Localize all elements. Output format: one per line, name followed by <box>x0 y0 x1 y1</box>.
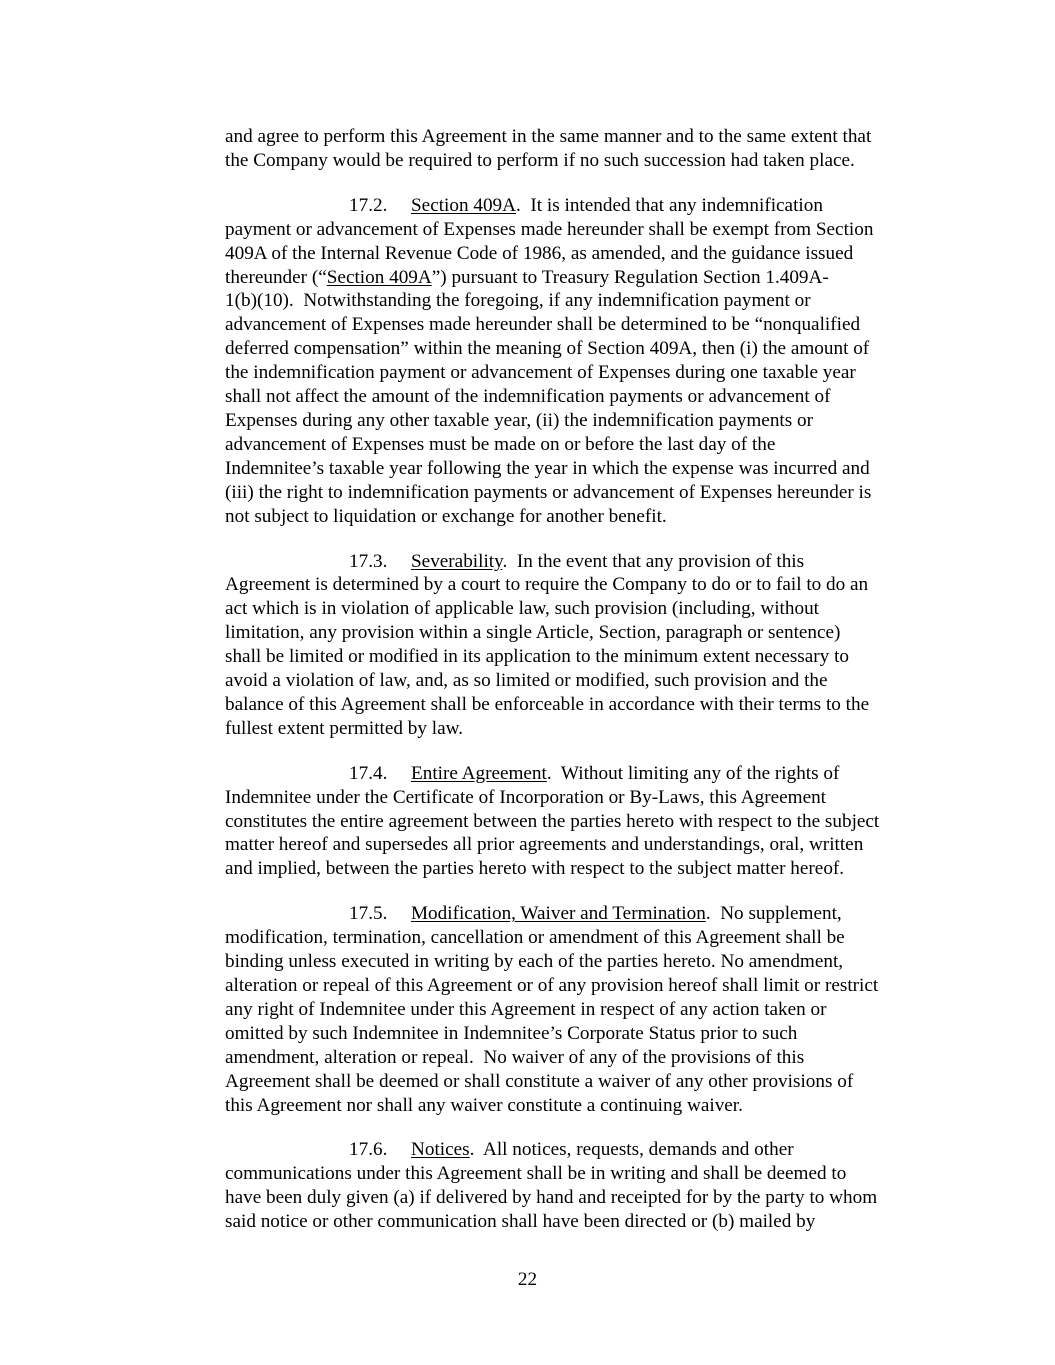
text-line: 1(b)(10). Notwithstanding the foregoing, if any indemnification payment or <box>225 290 811 312</box>
text-line: Indemnitee’s taxable year following the year in which the expense was incurred and <box>225 457 870 479</box>
text-line: the indemnification payment or advancement of Expenses during one taxable year <box>225 362 856 384</box>
defined-term: Section 409A <box>326 266 432 288</box>
text-line: not subject to liquidation or exchange for another benefit. <box>225 505 667 527</box>
text-line: advancement of Expenses made hereunder shall be determined to be “nonqualified <box>225 314 861 336</box>
text-line: balance of this Agreement shall be enforceable in accordance with their terms to the <box>225 693 870 715</box>
text-line: shall be limited or modified in its application to the minimum extent necessary to <box>225 646 849 668</box>
section-title: Severability <box>411 550 503 572</box>
defined-term-line <box>225 266 937 290</box>
section-title: Entire Agreement <box>411 762 547 784</box>
text-line: omitted by such Indemnitee in Indemnitee’s Corporate Status prior to such <box>225 1022 798 1044</box>
text-line: have been duly given (a) if delivered by hand and receipted for by the party to whom <box>225 1187 878 1209</box>
text-line: constitutes the entire agreement between the parties hereto with respect to the subject <box>225 810 880 832</box>
page-number: 22 <box>517 1269 538 1290</box>
text-line: Expenses during any other taxable year, (ii) the indemnification payments or <box>225 409 813 431</box>
section-heading-line <box>225 902 937 926</box>
section-17-5 <box>225 902 937 1117</box>
section-number: 17.6. <box>349 1139 388 1161</box>
section-number: 17.3. <box>349 550 388 572</box>
text-line: avoid a violation of law, and, as so limited or modified, such provision and the <box>225 670 828 692</box>
section-title: Section 409A <box>411 194 516 216</box>
text-line: limitation, any provision within a single Article, Section, paragraph or sentence) <box>225 622 841 644</box>
defined-post: ”) pursuant to Treasury Regulation Section 1.409A- <box>431 266 829 288</box>
text-line: payment or advancement of Expenses made hereunder shall be exempt from Section <box>225 218 874 240</box>
document-page <box>225 125 937 1255</box>
heading-rest: . In the event that any provision of this <box>502 550 805 572</box>
text-line: this Agreement nor shall any waiver constitute a continuing waiver. <box>225 1094 743 1116</box>
text-line: said notice or other communication shall have been directed or (b) mailed by <box>225 1211 816 1233</box>
text-line: Indemnitee under the Certificate of Incorporation or By-Laws, this Agreement <box>225 786 827 808</box>
section-heading-line <box>225 1138 937 1162</box>
section-heading-line <box>225 194 937 218</box>
text-line: fullest extent permitted by law. <box>225 717 463 739</box>
section-title: Modification, Waiver and Termination <box>411 903 706 925</box>
section-17-6 <box>225 1138 937 1234</box>
section-17-3 <box>225 550 937 741</box>
heading-rest: . All notices, requests, demands and other <box>469 1139 794 1161</box>
section-number: 17.5. <box>349 903 388 925</box>
heading-rest: . It is intended that any indemnification <box>516 194 823 216</box>
text-line: amendment, alteration or repeal. No waiver of any of the provisions of this <box>225 1046 805 1068</box>
text-line: and agree to perform this Agreement in the same manner and to the same extent that <box>225 126 872 147</box>
defined-pre: thereunder (“ <box>225 266 327 288</box>
text-line: deferred compensation” within the meaning of Section 409A, then (i) the amount of <box>225 338 870 360</box>
heading-rest: . Without limiting any of the rights of <box>546 762 840 784</box>
text-line: the Company would be required to perform if no such succession had taken place. <box>225 149 855 171</box>
section-number: 17.2. <box>349 194 388 216</box>
text-line: shall not affect the amount of the indemnification payments or advancement of <box>225 386 831 408</box>
text-line: matter hereof and supersedes all prior agreements and understandings, oral, written <box>225 834 864 856</box>
text-line: communications under this Agreement shall be in writing and shall be deemed to <box>225 1163 847 1185</box>
text-line: and implied, between the parties hereto with respect to the subject matter hereof. <box>225 858 845 880</box>
text-line: any right of Indemnitee under this Agreement in respect of any action taken or <box>225 998 827 1020</box>
text-line: 409A of the Internal Revenue Code of 1986, as amended, and the guidance issued <box>225 242 854 264</box>
text-line: binding unless executed in writing by each of the parties hereto. No amendment, <box>225 951 844 973</box>
heading-rest: . No supplement, <box>705 903 842 925</box>
text-line: (iii) the right to indemnification payments or advancement of Expenses hereunder is <box>225 481 872 503</box>
section-heading-line <box>225 762 937 786</box>
text-line: Agreement is determined by a court to require the Company to do or to fail to do an <box>225 574 869 596</box>
text-line: modification, termination, cancellation or amendment of this Agreement shall be <box>225 927 845 949</box>
section-17-2 <box>225 194 937 529</box>
text-line: act which is in violation of applicable law, such provision (including, without <box>225 598 819 620</box>
section-title: Notices <box>411 1139 470 1161</box>
section-heading-line <box>225 550 937 574</box>
intro-paragraph <box>225 125 937 173</box>
section-number: 17.4. <box>349 762 388 784</box>
text-line: alteration or repeal of this Agreement or of any provision hereof shall limit or restrict <box>225 975 879 996</box>
section-17-4 <box>225 762 937 882</box>
text-line: advancement of Expenses must be made on or before the last day of the <box>225 433 776 455</box>
text-line: Agreement shall be deemed or shall constitute a waiver of any other provisions of <box>225 1070 854 1092</box>
